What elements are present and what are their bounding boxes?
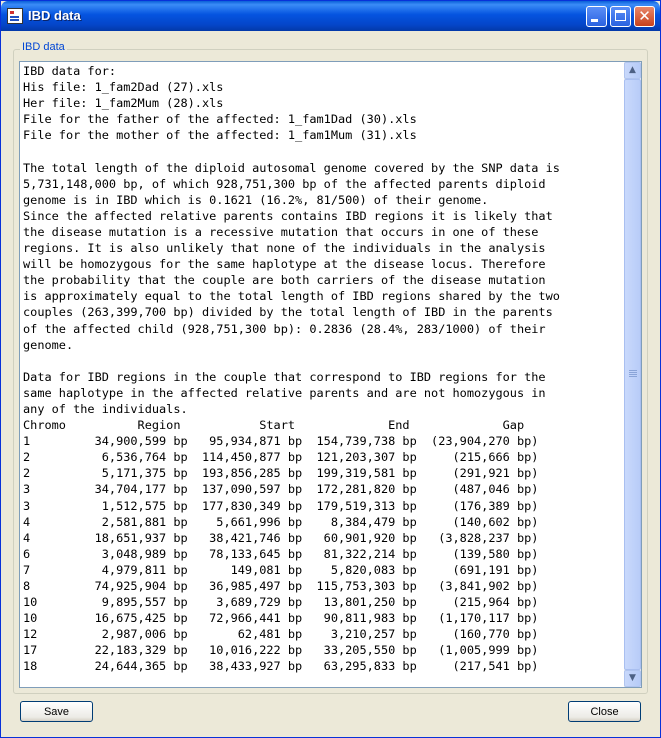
close-window-button[interactable] [634,6,655,27]
app-icon [7,8,23,24]
scroll-down-button[interactable] [624,670,641,687]
window-title: IBD data [28,8,81,23]
grip-icon [629,370,637,371]
ibd-report-text[interactable]: IBD data for: His file: 1_fam2Dad (27).xls Her file: 1_fam2Mum (28).xls File for the father of the affected: 1_fam1Dad (30).xls File for the mother of the affected: 1_fam1Mum (31).xls The total length of the diploid autosomal genome covered by the SNP data is 5,731,148,000 bp, of which 928,751,300 bp of the affected parents diploid genome is in IBD which is 0.1621 (16.2%, 81/500) of their genome. Since the affected relative parents contains IBD regions it is likely that the disease mutation is a recessive mutation that occurs in one of these regions. It is also unlikely that none of the individuals in the analysis will be homozygous for the same haplotype at the disease locus. Therefore the probability that the couple are both carriers of the disease mutation is approximately equal to the total length of IBD regions shared by the two couples (263,399,700 bp) divided by the total length of IBD in the parents of the affected child (928,751,300 bp): 0.2836 (28.4%, 283/1000) of their genome. Data for IBD regions in the couple that correspond to IBD regions for the same haplotype in the affected relative parents and are not homozygous in any of the individuals. Chromo Region Start End Gap 1 34,900,599 bp 95,934,871 bp 154,739,738 bp (23,904,270 bp) 2 6,536,764 bp 114,450,877 bp 121,203,307 bp (215,666 bp) 2 5,171,375 bp 193,856,285 bp 199,319,581 bp (291,921 bp) 3 34,704,177 bp 137,090,597 bp 172,281,820 bp (487,046 bp) 3 1,512,575 bp 177,830,349 bp 179,519,313 bp (176,389 bp) 4 2,581,881 bp 5,661,996 bp 8,384,479 bp (140,602 bp) 4 18,651,937 bp 38,421,746 bp 60,901,920 bp (3,828,237 bp) 6 3,048,989 bp 78,133,645 bp 81,322,214 bp (139,580 bp) 7 4,979,811 bp 149,081 bp 5,820,083 bp (691,191 bp) 8 74,925,904 bp 36,985,497 bp 115,753,303 bp (3,841,902 bp) 10 9,895,557 bp 3,689,729 bp 13,801,250 bp (215,964 bp) 10 16,675,425 bp 72,966,441 bp 90,811,983 bp (1,170,117 bp) 12 2,987,006 bp 62,481 bp 3,210,257 bp (160,770 bp) 17 22,183,329 bp 10,016,222 bp 33,205,550 bp (1,005,999 bp) 18 24,644,365 bp 38,433,927 bp 63,295,833 bp (217,541 bp) [23,64,560,674]
save-button[interactable]: Save [20,701,93,722]
chevron-down-icon: ▼ [629,673,636,683]
scroll-thumb[interactable] [624,79,641,670]
close-icon: ✕ [638,7,651,25]
scroll-up-button[interactable] [624,62,641,79]
maximize-icon [615,10,626,21]
minimize-button[interactable] [586,6,607,27]
ibd-text-area[interactable] [19,61,642,688]
group-label: IBD data [22,41,65,53]
minimize-icon [591,19,598,22]
title-bar[interactable] [1,1,660,31]
vertical-scrollbar[interactable] [624,62,641,687]
maximize-button[interactable] [610,6,631,27]
chevron-up-icon: ▲ [629,65,636,75]
close-button[interactable]: Close [568,701,641,722]
